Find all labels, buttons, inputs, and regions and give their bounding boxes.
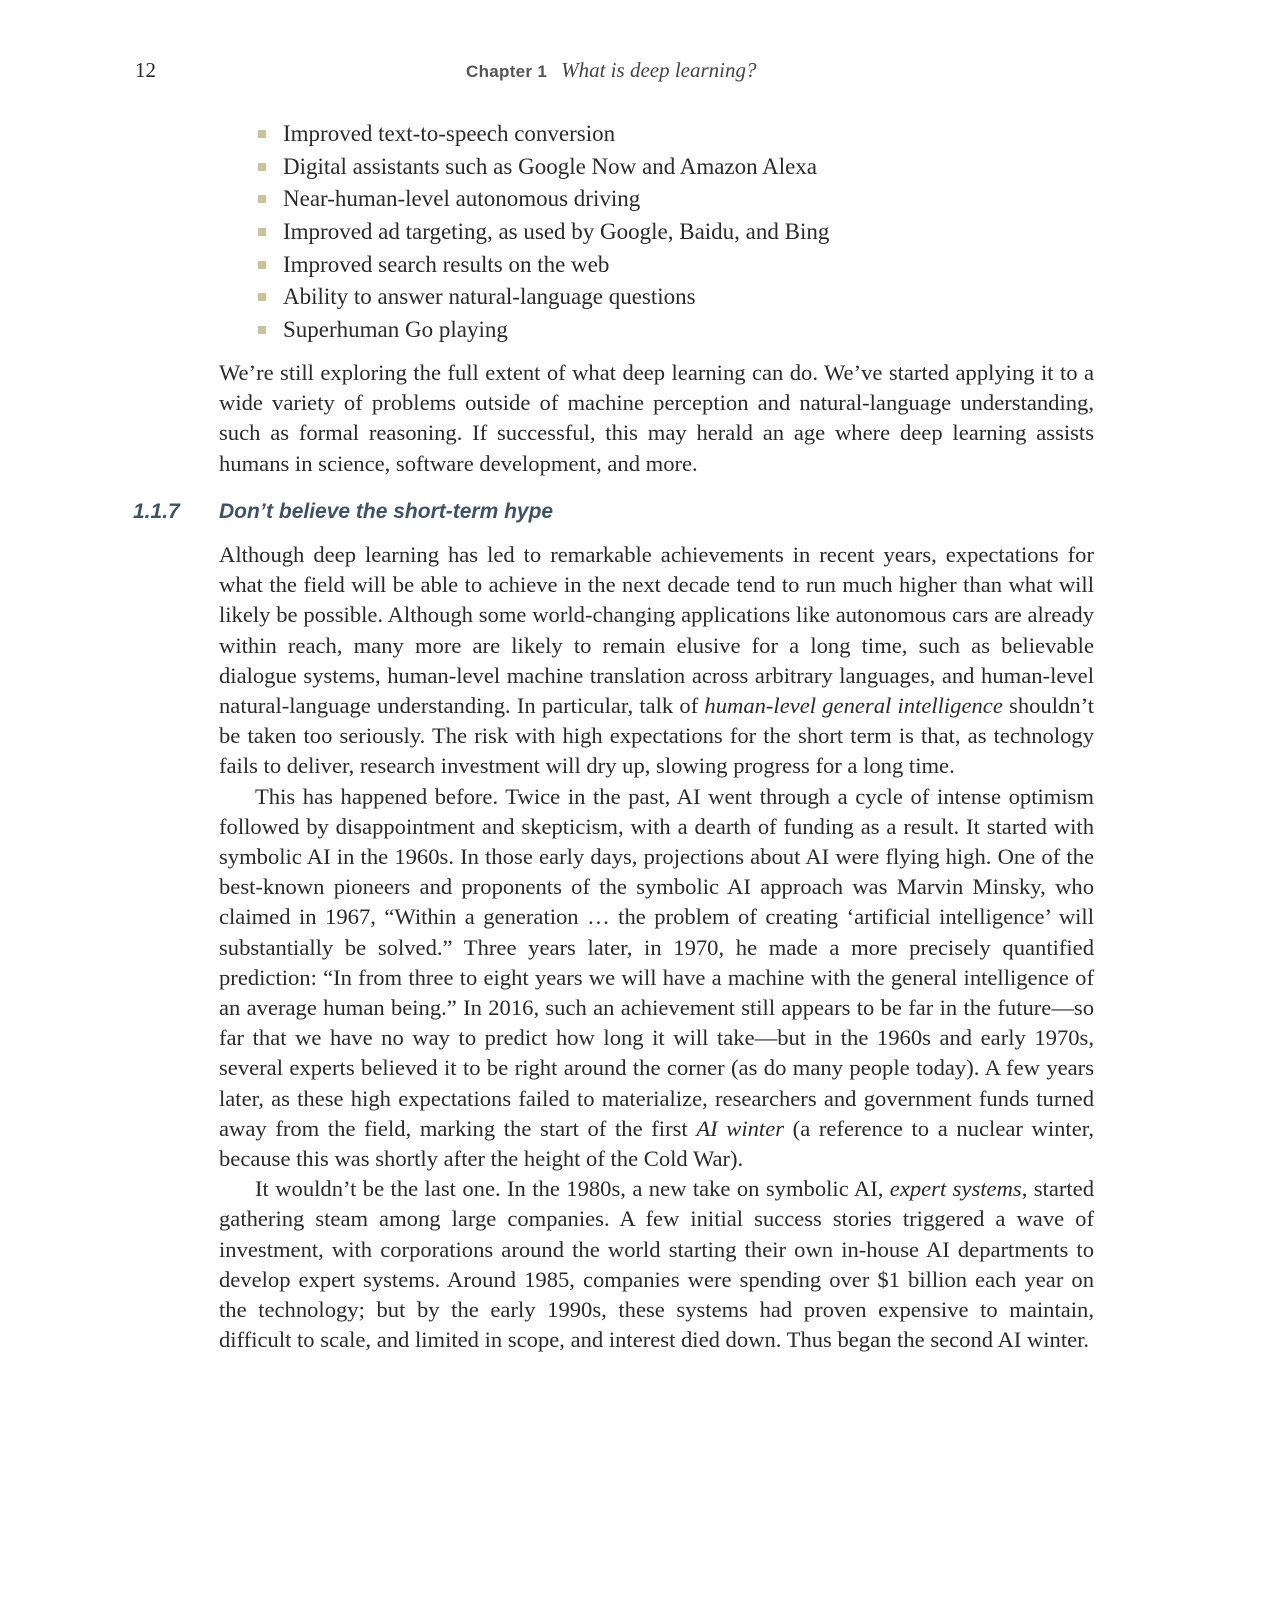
running-header (466, 58, 757, 83)
list-item-text: Ability to answer natural-language questions (283, 284, 696, 310)
text: , started gathering steam among large companies. A few initial success stories triggered a wave of investment, with corporations around the world starting their own in-house AI departments to develop expert systems. Around 1985, companies were spending over $1 billion each year on the technology; but by the early 1990s, these systems had proven expensive to maintain, difficult to scale, and limited in scope, and interest died down. Thus began the second AI winter. (219, 1176, 1094, 1353)
list-item (258, 118, 829, 151)
list-item (258, 216, 829, 249)
bullet-icon (258, 195, 266, 203)
paragraph (219, 540, 1094, 782)
bullet-icon (258, 228, 266, 236)
list-item (258, 249, 829, 282)
list-item-text: Near-human-level autonomous driving (283, 186, 641, 212)
list-item-text: Improved ad targeting, as used by Google, Baidu, and Bing (283, 219, 830, 245)
list-item (258, 151, 829, 184)
bullet-icon (258, 293, 266, 301)
text: (a reference to a nuclear winter, because this was shortly after the height of the Cold War). (219, 1115, 1095, 1172)
section-number: 1.1.7 (133, 500, 180, 523)
bullet-list (258, 118, 829, 347)
emphasis: expert systems (889, 1176, 1022, 1202)
section-title: Don’t believe the short-term hype (219, 500, 554, 523)
list-item-text: Improved search results on the web (283, 251, 610, 277)
emphasis: human-level general intelligence (704, 693, 1003, 719)
paragraph (219, 1174, 1094, 1355)
list-item-text: Digital assistants such as Google Now and Amazon Alexa (283, 153, 818, 179)
emphasis: AI winter (696, 1115, 785, 1141)
paragraph (219, 782, 1094, 1175)
page-number: 12 (135, 58, 156, 82)
list-item-text: Superhuman Go playing (283, 317, 508, 343)
text: It wouldn’t be the last one. In the 1980s, a new take on symbolic AI, (255, 1176, 890, 1202)
chapter-title: What is deep learning? (561, 58, 757, 82)
section-heading (133, 500, 553, 524)
bullet-icon (258, 261, 266, 269)
text: shouldn’t be taken too seriously. The risk with high expectations for the short term is that, as technology fails to deliver, research investment will dry up, slowing progress for a long time. (219, 693, 1094, 779)
chapter-label: Chapter 1 (466, 62, 548, 81)
text: This has happened before. Twice in the past, AI went through a cycle of intense optimism followed by disappointment and skepticism, with a dearth of funding as a result. It started with symbolic AI in the 1960s. In those early days, projections about AI were flying high. One of the best-known pioneers and proponents of the symbolic AI approach was Marvin Minsky, who claimed in 1967, “Within a generation … the problem of creating ‘artificial intelligence’ will substantially be solved.” Three years later, in 1970, he made a more precisely quantified prediction: “In from three to eight years we will have a machine with the general intelligence of an average human being.” In 2016, such an achievement still appears to be far in the future—so far that we have no way to predict how long it will take—but in the 1960s and early 1970s, several experts believed it to be right around the corner (as do many people today). A few years later, as these high expectations failed to materialize, researchers and government funds turned away from the field, marking the start of the first (219, 783, 1094, 1141)
intro-paragraph: We’re still exploring the full extent of what deep learning can do. We’ve started applying it to a wide variety of problems outside of machine perception and natural-language understanding, such as formal reasoning. If successful, this may herald an age where deep learning assists humans in science, software development, and more. (219, 360, 1094, 476)
list-item (258, 314, 829, 347)
text: Although deep learning has led to remarkable achievements in recent years, expectations for what the field will be able to achieve in the next decade tend to run much higher than what will likely be possible. Although some world-changing applications like autonomous cars are already within reach, many more are likely to remain elusive for a long time, such as believable dialogue systems, human-level machine translation across arbitrary languages, and human-level natural-language understanding. In particular, talk of (219, 542, 1094, 719)
list-item (258, 281, 829, 314)
list-item-text: Improved text-to-speech conversion (283, 121, 616, 146)
section-body (219, 540, 1094, 1355)
bullet-icon (258, 130, 266, 138)
list-item (258, 183, 829, 216)
bullet-icon (258, 326, 266, 334)
intro-paragraph-block (219, 358, 1094, 479)
bullet-icon (258, 163, 266, 171)
